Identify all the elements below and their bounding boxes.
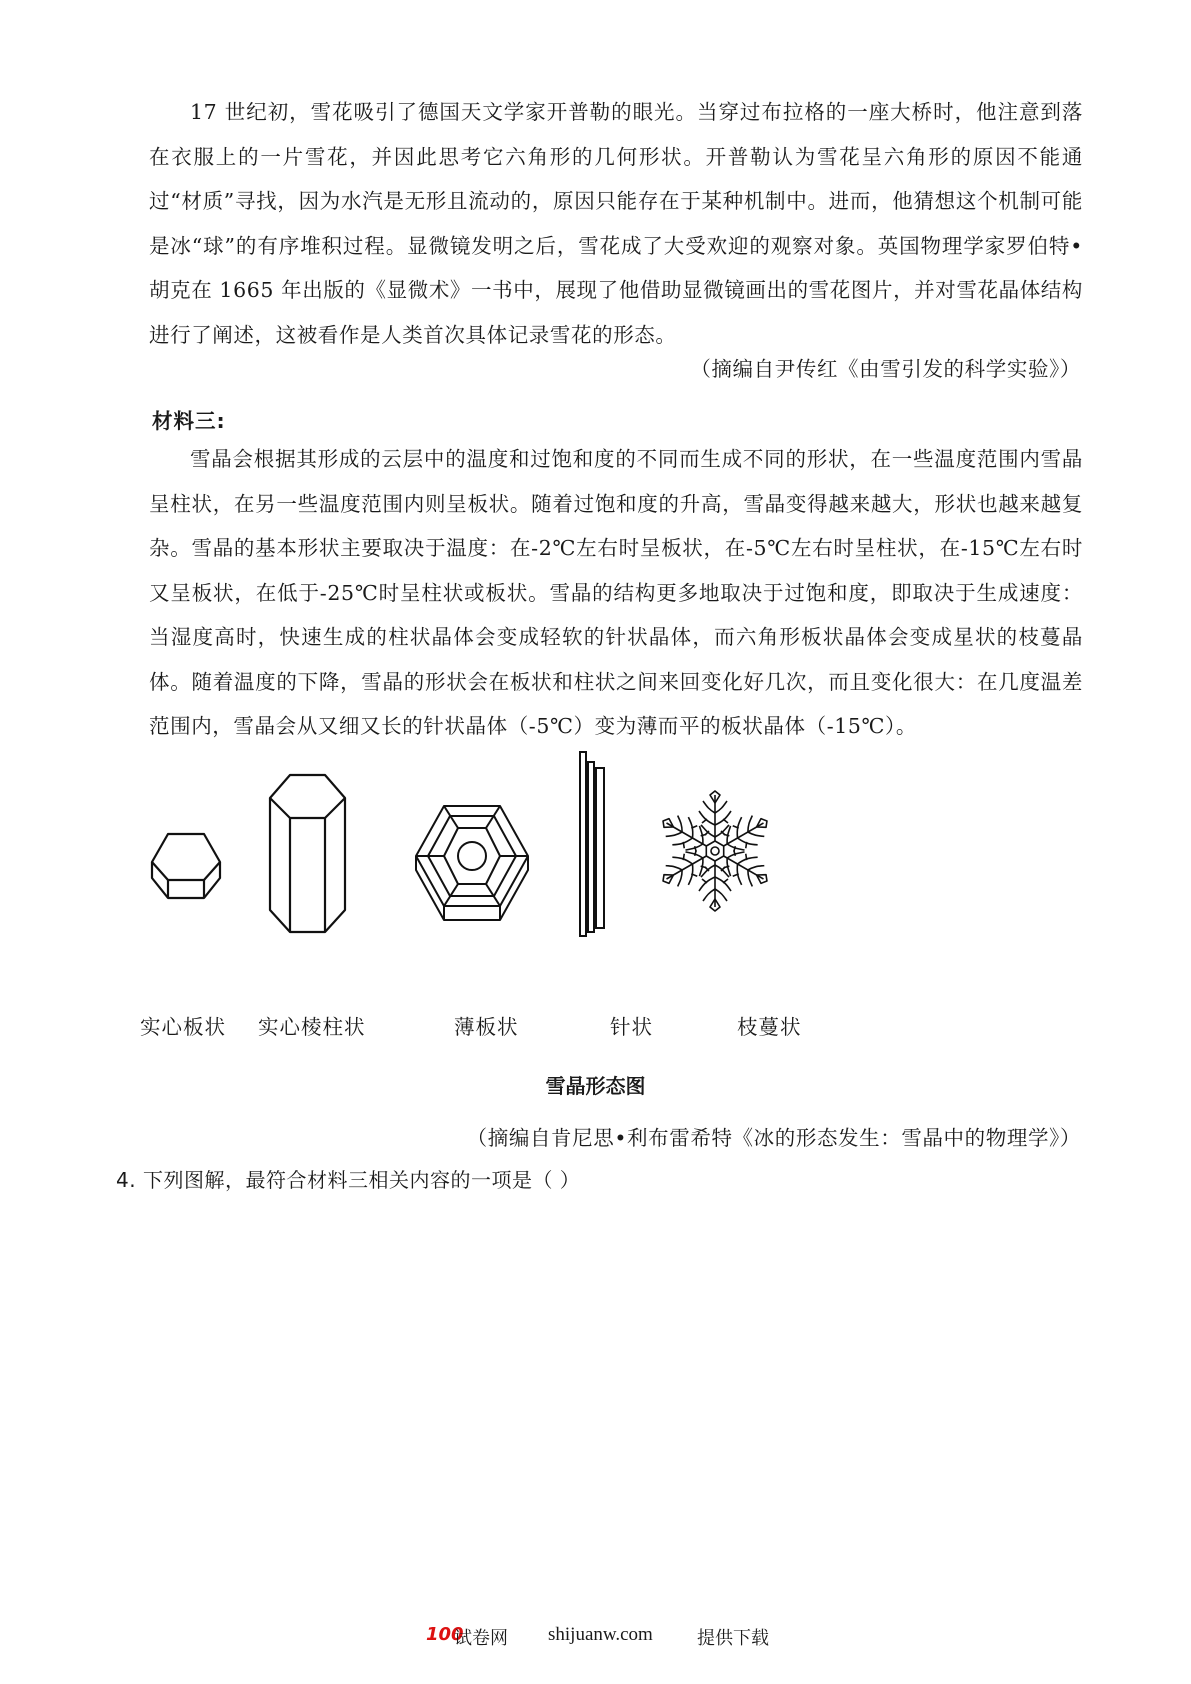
solid-column-icon	[265, 770, 355, 940]
figure-label-needle: 针状	[610, 1015, 653, 1039]
page-footer	[0, 1624, 1191, 1654]
solid-plate-icon	[148, 828, 228, 908]
site-logo: 100	[426, 1624, 464, 1645]
needle-icon	[576, 750, 616, 940]
dendrite-drawing	[650, 786, 780, 916]
figure-label-thin-plate: 薄板状	[454, 1015, 519, 1039]
material2-text: 17 世纪初，雪花吸引了德国天文学家开普勒的眼光。当穿过布拉格的一座大桥时，他注意到落在衣服上的一片雪花，并因此思考它六角形的几何形状。开普勒认为雪花呈六角形的原因不能通过“材质”寻找，因为水汽是无形且流动的，原因只能存在于某种机制中。进而，他猜想这个机制可能是冰“球”的有序堆积过程。显微镜发明之后，雪花成了大受欢迎的观察对象。英国物理学家罗伯特•胡克在 1665 年出版的《显微术》一书中，展现了他借助显微镜画出的雪花图片，并对雪花晶体结构进行了阐述，这被看作是人类首次具体记录雪花的形态。	[149, 100, 1083, 347]
solid-plate-drawing	[148, 828, 228, 908]
dendrite-snowflake-icon	[650, 786, 780, 916]
needle-drawing	[576, 750, 616, 940]
question-4: 4. 下列图解，最符合材料三相关内容的一项是（ ）	[116, 1168, 581, 1192]
material3-text: 雪晶会根据其形成的云层中的温度和过饱和度的不同而生成不同的形状，在一些温度范围内雪晶呈柱状，在另一些温度范围内则呈板状。随着过饱和度的升高，雪晶变得越来越大，形状也越来越复杂。雪晶的基本形状主要取决于温度：在-2℃左右时呈板状，在-5℃左右时呈柱状，在-15℃左右时又呈板状，在低于-25℃时呈柱状或板状。雪晶的结构更多地取决于过饱和度，即取决于生成速度：当湿度高时，快速生成的柱状晶体会变成轻软的针状晶体，而六角形板状晶体会变成星状的枝蔓晶体。随着温度的下降，雪晶的形状会在板状和柱状之间来回变化好几次，而且变化很大：在几度温差范围内，雪晶会从又细又长的针状晶体（-5℃）变为薄而平的板状晶体（-15℃）。	[149, 447, 1083, 738]
material3-paragraph	[149, 437, 1083, 749]
material2-source: （摘编自尹传红《由雪引发的科学实验》）	[690, 357, 1081, 381]
material3-heading: 材料三:	[152, 409, 226, 433]
snow-crystal-figure	[140, 800, 900, 1090]
material3-source: （摘编自肯尼思•利布雷希特《冰的形态发生：雪晶中的物理学》）	[466, 1126, 1081, 1150]
thin-plate-drawing	[412, 800, 532, 930]
figure-label-solid-plate: 实心板状	[140, 1015, 226, 1039]
footer-site-name: 试卷网	[454, 1628, 508, 1649]
thin-plate-icon	[412, 800, 532, 930]
footer-url[interactable]: shijuanw.com	[548, 1624, 653, 1645]
material2-paragraph	[149, 90, 1083, 357]
solid-column-drawing	[265, 770, 355, 940]
figure-caption: 雪晶形态图	[545, 1074, 646, 1098]
figure-label-dendrite: 枝蔓状	[737, 1015, 802, 1039]
footer-download-text: 提供下载	[697, 1628, 769, 1649]
figure-label-solid-column: 实心棱柱状	[258, 1015, 366, 1039]
